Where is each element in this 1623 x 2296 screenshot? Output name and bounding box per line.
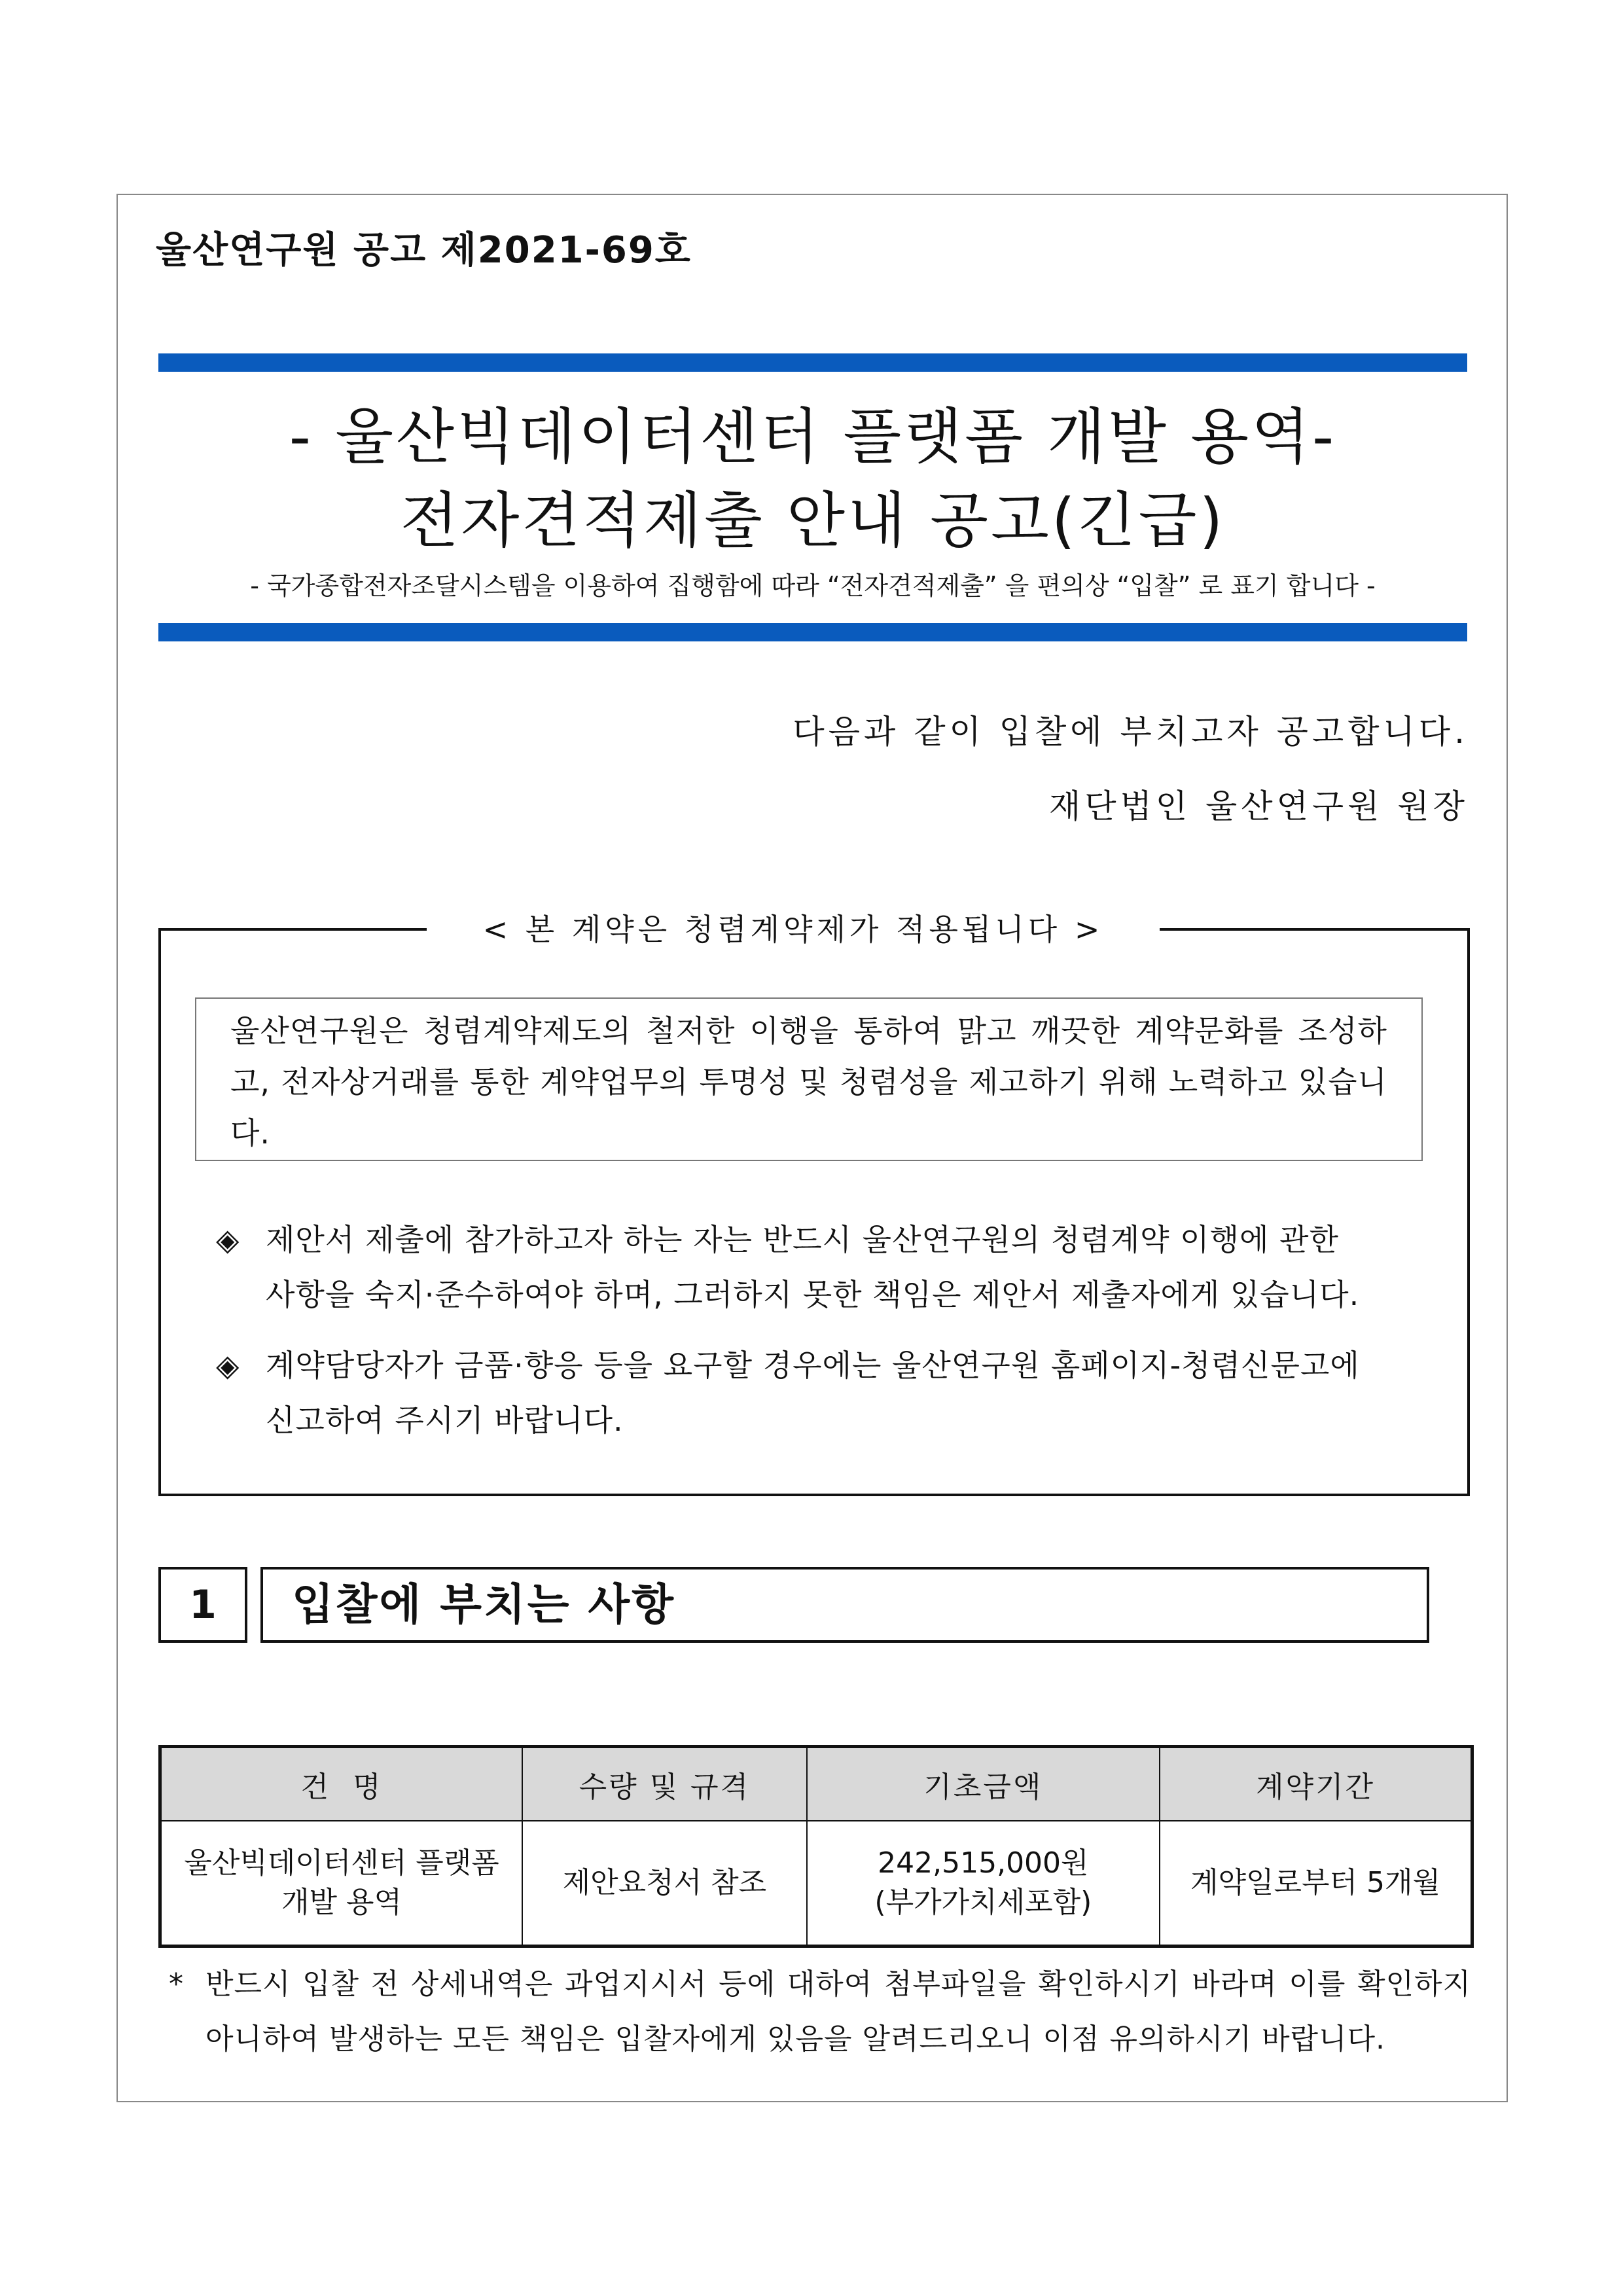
integrity-heading: < 본 계약은 청렴계약제가 적용됩니다 > — [427, 906, 1160, 953]
table-header-row — [160, 1747, 1472, 1821]
header-period: 계약기간 — [1160, 1747, 1472, 1821]
cell-spec: 제안요청서 참조 — [522, 1821, 807, 1946]
integrity-bullet-2 — [216, 1338, 1421, 1448]
asterisk-icon: * — [169, 1967, 184, 2001]
cell-period: 계약일로부터 5개월 — [1160, 1821, 1472, 1946]
integrity-description: 울산연구원은 청렴계약제도의 철저한 이행을 통하여 맑고 깨끗한 계약문화를 조성하고, 전자상거래를 통한 계약업무의 투명성 및 청렴성을 제고하기 위해 노력하고 있습니다. — [195, 997, 1423, 1161]
intro-statement: 다음과 같이 입찰에 부치고자 공고합니다. — [793, 713, 1469, 751]
diamond-bullet-icon: ◈ — [216, 1222, 240, 1257]
header-amount: 기초금액 — [807, 1747, 1160, 1821]
vat-note: (부가가치세포함) — [874, 1886, 1092, 1919]
title-bottom-bar — [158, 623, 1467, 641]
bid-items-table — [158, 1745, 1474, 1948]
header-spec: 수량 및 규격 — [522, 1747, 807, 1821]
section-title: 입찰에 부치는 사항 — [260, 1567, 1429, 1643]
issuer-name: 재단법인 울산연구원 원장 — [1048, 787, 1469, 825]
bullet-2-line2: 신고하여 주시기 바랍니다. — [266, 1403, 624, 1438]
bullet-1-line2: 사항을 숙지·준수하여야 하며, 그러하지 못한 책임은 제안서 제출자에게 있습니다. — [266, 1277, 1360, 1312]
title-subnote: - 국가종합전자조달시스템을 이용하여 집행함에 따라 “전자견적제출” 을 편의상 “입찰” 로 표기 합니다 - — [250, 571, 1376, 600]
cell-amount — [807, 1821, 1160, 1946]
project-name-line1: 울산빅데이터센터 플랫폼 — [184, 1846, 499, 1880]
cell-name — [160, 1821, 523, 1946]
base-amount: 242,515,000원 — [878, 1846, 1089, 1880]
footnote — [169, 1957, 1471, 2067]
table-row — [160, 1821, 1472, 1946]
diamond-bullet-icon: ◈ — [216, 1348, 240, 1383]
header-name: 건 명 — [160, 1747, 523, 1821]
project-name-line2: 개발 용역 — [281, 1886, 402, 1919]
integrity-bullet-1 — [216, 1212, 1421, 1322]
notice-number: 울산연구원 공고 제2021-69호 — [156, 229, 692, 272]
title-line2: 전자견적제출 안내 공고(긴급) — [400, 486, 1226, 556]
bullet-1-line1: 제안서 제출에 참가하고자 하는 자는 반드시 울산연구원의 청렴계약 이행에 관한 — [266, 1222, 1339, 1257]
bullet-2-line1: 계약담당자가 금품·향응 등을 요구할 경우에는 울산연구원 홈페이지-청렴신문고에 — [266, 1348, 1360, 1383]
title-top-bar — [158, 353, 1467, 372]
title-line1: - 울산빅데이터센터 플랫폼 개발 용역- — [289, 402, 1337, 472]
section-number: 1 — [158, 1567, 247, 1643]
footnote-text: 반드시 입찰 전 상세내역은 과업지시서 등에 대하여 첨부파일을 확인하시기 바라며 이를 확인하지 아니하여 발생하는 모든 책임은 입찰자에게 있음을 알려드리오니 이점 유의하시기 바랍니다. — [205, 1967, 1471, 2056]
